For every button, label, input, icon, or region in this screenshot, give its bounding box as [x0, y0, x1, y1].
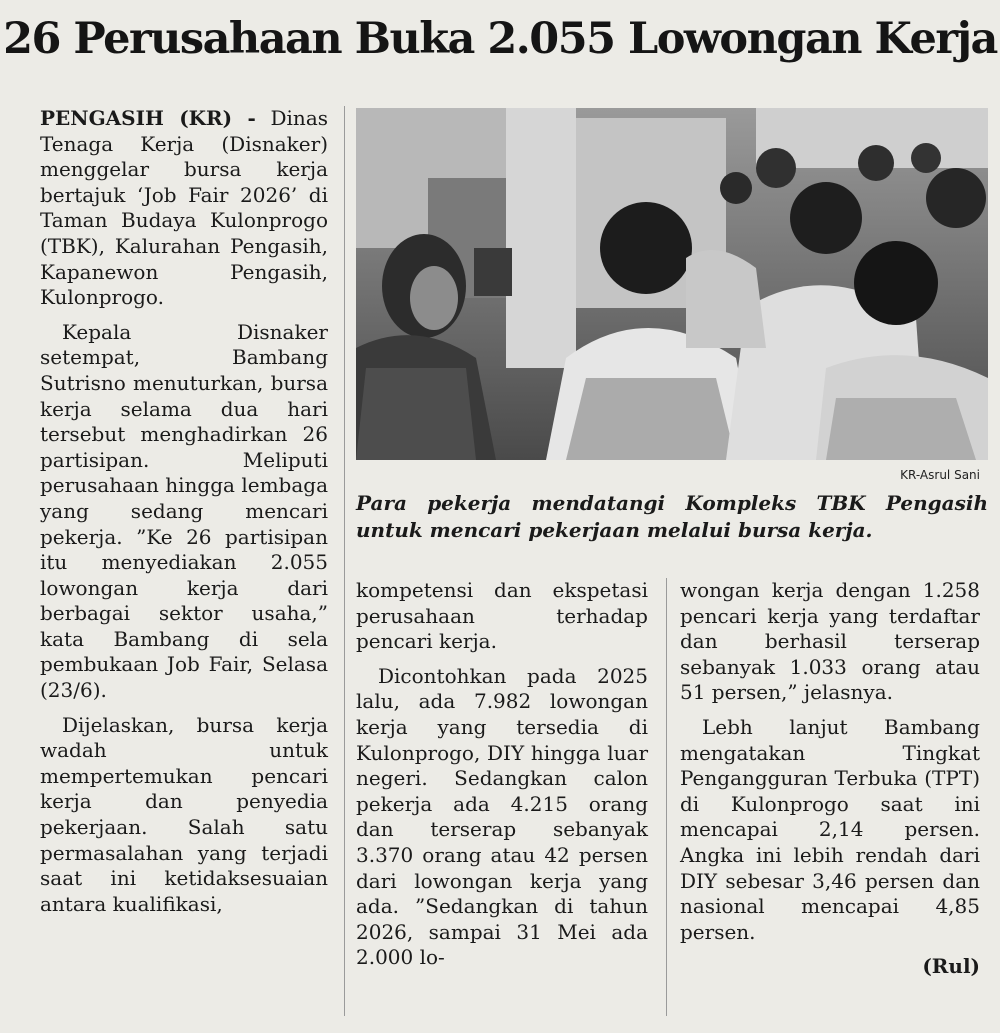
article-dateline: PENGASIH (KR) -: [40, 106, 256, 130]
article-signature: (Rul): [922, 954, 980, 979]
news-photo: [356, 108, 988, 460]
article-headline: 26 Perusahaan Buka 2.055 Lowongan Kerja: [3, 14, 997, 64]
photo-credit: KR-Asrul Sani: [900, 468, 980, 482]
column-rule: [344, 106, 345, 1016]
article-paragraph: wongan kerja dengan 1.258 pencari kerja yang terdaftar dan berhasil terserap sebanyak 1.033 orang atau 51 persen,” jelasnya.: [680, 578, 980, 705]
article-paragraph: Lebh lanjut Bambang mengatakan Tingkat Pengangguran Terbuka (TPT) di Kulonprogo saat ini mencapai 2,14 persen. Angka ini lebih rendah dari DIY sebesar 3,46 persen dan nasional mencapai 4,85 persen.: [680, 714, 980, 944]
article-column-3: [680, 578, 980, 980]
article-paragraph: Kepala Disnaker setempat, Bambang Sutrisno menuturkan, bursa kerja selama dua hari tersebut menghadirkan 26 partisipan. Meliputi perusahaan hingga lembaga yang sedang mencari pekerja. ”Ke 26 partisipan itu menyediakan 2.055 lowongan kerja dari berbagai sektor usaha,” kata Bambang di sela pembukaan Job Fair, Selasa (23/6).: [40, 319, 328, 703]
article-paragraph: kompetensi dan ekspetasi perusahaan terhadap pencari kerja.: [356, 578, 648, 654]
article-paragraph: [40, 106, 328, 311]
article-paragraph-text: Dinas Tenaga Kerja (Disnaker) menggelar bursa kerja bertajuk ‘Job Fair 2026’ di Taman Budaya Kulonprogo (TBK), Kalurahan Pengasih, Kapanewon Pengasih, Kulonprogo.: [40, 106, 328, 310]
article-column-2: [356, 578, 648, 971]
job-fair-photo-illustration: [356, 108, 988, 460]
column-rule: [666, 578, 667, 1016]
article-column-1: [40, 106, 328, 917]
article-paragraph: Dicontohkan pada 2025 lalu, ada 7.982 lowongan kerja yang tersedia di Kulonprogo, DIY hingga luar negeri. Sedangkan calon pekerja ada 4.215 orang dan terserap sebanyak 3.370 orang atau 42 persen dari lowongan kerja yang ada. ”Sedangkan di tahun 2026, sampai 31 Mei ada 2.000 lo-: [356, 663, 648, 970]
photo-caption: Para pekerja mendatangi Kompleks TBK Pengasih untuk mencari pekerjaan melalui bursa kerja.: [356, 491, 988, 542]
article-paragraph: Dijelaskan, bursa kerja wadah untuk mempertemukan pencari kerja dan penyedia pekerjaan. Salah satu permasalahan yang terjadi saat ini ketidaksesuaian antara kualifikasi,: [40, 712, 328, 916]
